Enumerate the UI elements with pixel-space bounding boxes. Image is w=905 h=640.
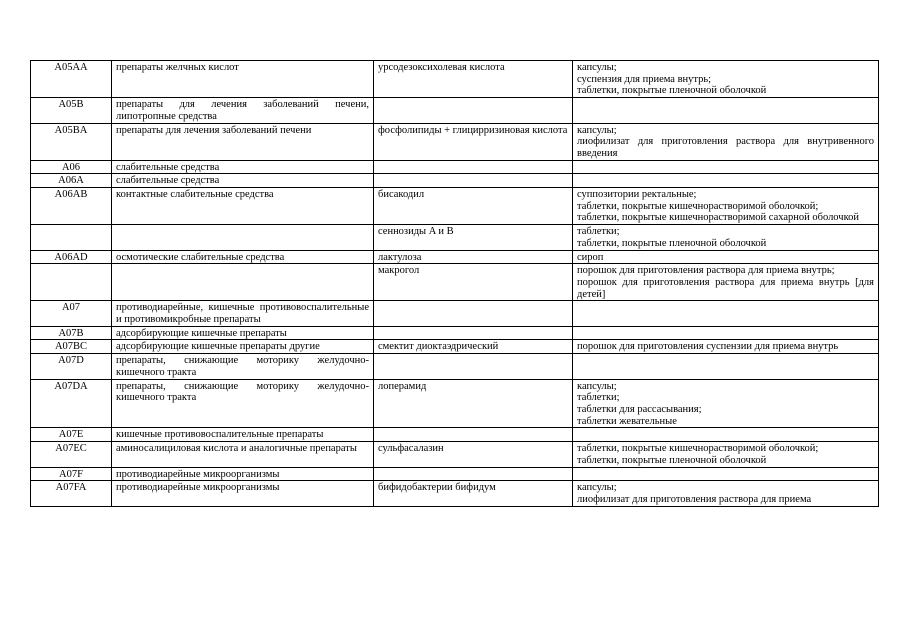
dosage-form: таблетки, покрытые пленочной оболочкой bbox=[577, 85, 767, 97]
dosage-form: таблетки, покрытые кишечнорастворимой оболочкой; bbox=[577, 443, 819, 455]
dosage-forms-cell bbox=[573, 442, 879, 467]
atc-code-cell bbox=[31, 174, 112, 188]
atc-code-cell bbox=[31, 188, 112, 225]
atc-code: A06AB bbox=[54, 189, 88, 201]
table-row bbox=[31, 264, 879, 301]
substance-cell bbox=[374, 250, 573, 264]
active-substance: смектит диоктаэдрический bbox=[378, 341, 499, 353]
group-cell bbox=[112, 301, 374, 326]
active-substance: лактулоза bbox=[378, 251, 422, 263]
substance-cell bbox=[374, 301, 573, 326]
dosage-forms-cell bbox=[573, 123, 879, 160]
atc-code: A06A bbox=[58, 175, 84, 187]
atc-code: A07B bbox=[58, 327, 84, 339]
group-cell bbox=[112, 250, 374, 264]
dosage-form: таблетки; bbox=[577, 392, 620, 404]
active-substance: сеннозиды A и B bbox=[378, 226, 454, 238]
group-cell bbox=[112, 160, 374, 174]
anatomical-therapeutic-group: кишечные противовоспалительные препараты bbox=[116, 429, 324, 441]
anatomical-therapeutic-group: препараты для лечения заболеваний печени bbox=[116, 124, 312, 136]
dosage-form: лиофилизат для приготовления раствора для внутривенного введения bbox=[577, 136, 874, 159]
anatomical-therapeutic-group: противодиарейные микроорганизмы bbox=[116, 482, 280, 494]
anatomical-therapeutic-group: противодиарейные микроорганизмы bbox=[116, 468, 280, 480]
table-row bbox=[31, 98, 879, 123]
table-row bbox=[31, 174, 879, 188]
group-cell bbox=[112, 188, 374, 225]
dosage-form: капсулы; bbox=[577, 124, 617, 136]
anatomical-therapeutic-group: препараты желчных кислот bbox=[116, 62, 239, 73]
group-cell bbox=[112, 379, 374, 428]
atc-code: A05BA bbox=[54, 124, 88, 136]
group-cell bbox=[112, 428, 374, 442]
active-substance: фосфолипиды + глицирризиновая кислота bbox=[378, 124, 568, 136]
dosage-form: суппозитории ректальные; bbox=[577, 189, 697, 201]
dosage-forms-cell bbox=[573, 160, 879, 174]
dosage-form: таблетки, покрытые кишечнорастворимой сахарной оболочкой bbox=[577, 212, 860, 224]
substance-cell bbox=[374, 61, 573, 98]
active-substance: бисакодил bbox=[378, 189, 425, 201]
substance-cell bbox=[374, 481, 573, 506]
dosage-forms-cell bbox=[573, 326, 879, 340]
substance-cell bbox=[374, 354, 573, 379]
table-row bbox=[31, 225, 879, 250]
atc-code: A07BC bbox=[54, 341, 88, 353]
table-row bbox=[31, 340, 879, 354]
anatomical-therapeutic-group: препараты, снижающие моторику желудочно-кишечного тракта bbox=[116, 380, 369, 404]
group-cell bbox=[112, 481, 374, 506]
dosage-form: порошок для приготовления суспензии для приема внутрь bbox=[577, 341, 839, 353]
substance-cell bbox=[374, 174, 573, 188]
anatomical-therapeutic-group: слабительные средства bbox=[116, 175, 220, 187]
table-row bbox=[31, 379, 879, 428]
dosage-form: таблетки для рассасывания; bbox=[577, 403, 702, 415]
table-row bbox=[31, 123, 879, 160]
atc-code: A06 bbox=[61, 161, 81, 173]
dosage-forms-cell bbox=[573, 428, 879, 442]
active-substance: макрогол bbox=[378, 265, 420, 277]
anatomical-therapeutic-group: противодиарейные, кишечные противовоспалительные и противомикробные препараты bbox=[116, 302, 369, 326]
anatomical-therapeutic-group: контактные слабительные средства bbox=[116, 189, 274, 201]
substance-cell bbox=[374, 160, 573, 174]
dosage-forms-cell bbox=[573, 225, 879, 250]
atc-code-cell bbox=[31, 481, 112, 506]
table-row bbox=[31, 61, 879, 98]
dosage-form: порошок для приготовления раствора для приема внутрь [для детей] bbox=[577, 276, 874, 300]
dosage-form: таблетки; bbox=[577, 226, 620, 238]
substance-cell bbox=[374, 442, 573, 467]
group-cell bbox=[112, 264, 374, 301]
group-cell bbox=[112, 340, 374, 354]
anatomical-therapeutic-group: слабительные средства bbox=[116, 161, 220, 173]
group-cell bbox=[112, 98, 374, 123]
active-substance: сульфасалазин bbox=[378, 443, 444, 455]
dosage-forms-cell bbox=[573, 340, 879, 354]
substance-cell bbox=[374, 123, 573, 160]
table-row bbox=[31, 301, 879, 326]
atc-code: A05B bbox=[58, 99, 84, 111]
substance-cell bbox=[374, 379, 573, 428]
atc-code: A05AA bbox=[54, 62, 88, 73]
atc-code: A07E bbox=[58, 429, 84, 441]
atc-code-cell bbox=[31, 379, 112, 428]
atc-code-cell bbox=[31, 160, 112, 174]
substance-cell bbox=[374, 428, 573, 442]
group-cell bbox=[112, 442, 374, 467]
atc-code-cell bbox=[31, 340, 112, 354]
table-row bbox=[31, 160, 879, 174]
table-row bbox=[31, 428, 879, 442]
dosage-form: таблетки жевательные bbox=[577, 415, 677, 427]
group-cell bbox=[112, 354, 374, 379]
dosage-form: сироп bbox=[577, 251, 604, 263]
active-substance: бифидобактерии бифидум bbox=[378, 482, 496, 494]
table-row bbox=[31, 467, 879, 481]
table-body bbox=[31, 61, 879, 507]
anatomical-therapeutic-group: препараты, снижающие моторику желудочно-кишечного тракта bbox=[116, 355, 369, 378]
dosage-forms-cell bbox=[573, 379, 879, 428]
atc-code-cell bbox=[31, 225, 112, 250]
dosage-forms-cell bbox=[573, 467, 879, 481]
atc-code: A07D bbox=[58, 355, 84, 367]
dosage-forms-cell bbox=[573, 481, 879, 506]
active-substance: лоперамид bbox=[378, 380, 427, 392]
active-substance: урсодезоксихолевая кислота bbox=[378, 62, 505, 73]
anatomical-therapeutic-group: адсорбирующие кишечные препараты bbox=[116, 327, 287, 339]
table-row bbox=[31, 326, 879, 340]
dosage-forms-cell bbox=[573, 250, 879, 264]
dosage-forms-cell bbox=[573, 98, 879, 123]
substance-cell bbox=[374, 225, 573, 250]
group-cell bbox=[112, 123, 374, 160]
substance-cell bbox=[374, 326, 573, 340]
atc-code-cell bbox=[31, 250, 112, 264]
atc-code: A07 bbox=[61, 302, 81, 314]
dosage-form: капсулы; bbox=[577, 62, 617, 73]
dosage-form: лиофилизат для приготовления раствора для приема bbox=[577, 493, 812, 505]
anatomical-therapeutic-group: осмотические слабительные средства bbox=[116, 251, 285, 263]
atc-code-cell bbox=[31, 98, 112, 123]
drug-classification-table bbox=[30, 60, 879, 507]
atc-code: A06AD bbox=[54, 251, 88, 263]
substance-cell bbox=[374, 264, 573, 301]
dosage-forms-cell bbox=[573, 301, 879, 326]
dosage-forms-cell bbox=[573, 61, 879, 98]
table-row bbox=[31, 354, 879, 379]
atc-code-cell bbox=[31, 442, 112, 467]
dosage-form: порошок для приготовления раствора для приема внутрь; bbox=[577, 265, 835, 277]
table-row bbox=[31, 250, 879, 264]
atc-code: A07F bbox=[59, 468, 83, 480]
dosage-forms-cell bbox=[573, 264, 879, 301]
group-cell bbox=[112, 467, 374, 481]
group-cell bbox=[112, 326, 374, 340]
atc-code-cell bbox=[31, 123, 112, 160]
atc-code-cell bbox=[31, 428, 112, 442]
dosage-forms-cell bbox=[573, 174, 879, 188]
substance-cell bbox=[374, 467, 573, 481]
dosage-form: таблетки, покрытые пленочной оболочкой bbox=[577, 454, 767, 466]
table-row bbox=[31, 442, 879, 467]
substance-cell bbox=[374, 98, 573, 123]
anatomical-therapeutic-group: адсорбирующие кишечные препараты другие bbox=[116, 341, 320, 353]
table-row bbox=[31, 481, 879, 506]
group-cell bbox=[112, 225, 374, 250]
dosage-form: суспензия для приема внутрь; bbox=[577, 73, 712, 85]
drug-classification-page bbox=[30, 60, 878, 507]
atc-code-cell bbox=[31, 264, 112, 301]
dosage-form: капсулы; bbox=[577, 482, 617, 494]
substance-cell bbox=[374, 340, 573, 354]
atc-code: A07EC bbox=[55, 443, 87, 455]
group-cell bbox=[112, 174, 374, 188]
dosage-form: капсулы; bbox=[577, 380, 617, 392]
atc-code-cell bbox=[31, 467, 112, 481]
dosage-forms-cell bbox=[573, 188, 879, 225]
atc-code: A07DA bbox=[54, 380, 88, 392]
atc-code-cell bbox=[31, 61, 112, 98]
atc-code-cell bbox=[31, 301, 112, 326]
group-cell bbox=[112, 61, 374, 98]
dosage-form: таблетки, покрытые кишечнорастворимой оболочкой; bbox=[577, 200, 819, 212]
anatomical-therapeutic-group: аминосалициловая кислота и аналогичные препараты bbox=[116, 443, 357, 455]
substance-cell bbox=[374, 188, 573, 225]
dosage-forms-cell bbox=[573, 354, 879, 379]
anatomical-therapeutic-group: препараты для лечения заболеваний печени, липотропные средства bbox=[116, 99, 369, 122]
atc-code: A07FA bbox=[55, 482, 87, 494]
atc-code-cell bbox=[31, 354, 112, 379]
atc-code-cell bbox=[31, 326, 112, 340]
dosage-form: таблетки, покрытые пленочной оболочкой bbox=[577, 237, 767, 249]
table-row bbox=[31, 188, 879, 225]
